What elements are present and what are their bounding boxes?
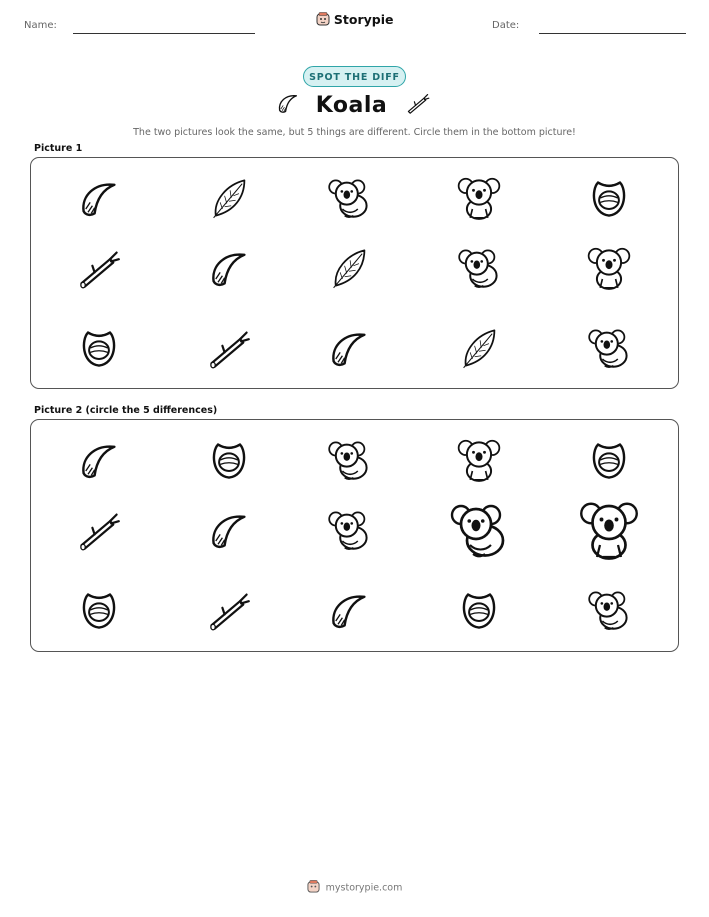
pouch-icon[interactable] [207, 438, 251, 482]
stick-icon [77, 246, 121, 290]
stick-icon[interactable] [207, 588, 251, 632]
name-line[interactable] [73, 33, 255, 34]
pouch-icon[interactable] [77, 588, 121, 632]
koala-climbing-icon [587, 326, 631, 370]
picture1-panel [30, 157, 679, 389]
koala-climbing-icon[interactable] [449, 500, 509, 560]
pouch-icon[interactable] [587, 438, 631, 482]
leaf-icon [207, 176, 251, 220]
picture2-panel[interactable] [30, 419, 679, 652]
pouch-icon [77, 326, 121, 370]
koala-climbing-icon [327, 176, 371, 220]
page-title [0, 91, 709, 121]
koala-climbing-icon[interactable] [327, 508, 371, 552]
title-stick-icon [403, 91, 433, 121]
pouch-icon [587, 176, 631, 220]
spot-the-diff-badge: SPOT THE DIFF [303, 66, 406, 87]
claw-icon[interactable] [77, 438, 121, 482]
picture1-label: Picture 1 [34, 143, 83, 154]
date-field [492, 20, 519, 31]
koala-sitting-icon[interactable] [579, 500, 639, 560]
claw-icon [327, 326, 371, 370]
stick-icon [207, 326, 251, 370]
koala-sitting-icon [457, 176, 501, 220]
instructions: The two pictures look the same, but 5 things are different. Circle them in the bottom picture! [133, 127, 576, 138]
date-label: Date: [492, 20, 520, 31]
claw-icon [207, 246, 251, 290]
picture2-label: Picture 2 (circle the 5 differences) [34, 405, 218, 416]
title-claw-icon [276, 91, 300, 121]
koala-climbing-icon[interactable] [327, 438, 371, 482]
koala-climbing-icon[interactable] [587, 588, 631, 632]
koala-sitting-icon[interactable] [457, 438, 501, 482]
storypie-logo-icon [316, 12, 330, 29]
koala-climbing-icon [457, 246, 501, 290]
stick-icon[interactable] [77, 508, 121, 552]
leaf-icon [457, 326, 501, 370]
brand [0, 12, 709, 29]
date-line[interactable] [539, 33, 686, 34]
claw-icon[interactable] [207, 508, 251, 552]
claw-icon[interactable] [327, 588, 371, 632]
claw-icon [77, 176, 121, 220]
name-label: Name: [24, 20, 57, 31]
koala-sitting-icon [587, 246, 631, 290]
leaf-icon [327, 246, 371, 290]
footer [0, 880, 709, 896]
title-text: Koala [315, 93, 388, 118]
brand-name: Storypie [333, 12, 394, 27]
pouch-icon[interactable] [457, 588, 501, 632]
footer-url[interactable]: mystorypie.com [325, 882, 403, 894]
storypie-footer-logo-icon [307, 880, 320, 896]
